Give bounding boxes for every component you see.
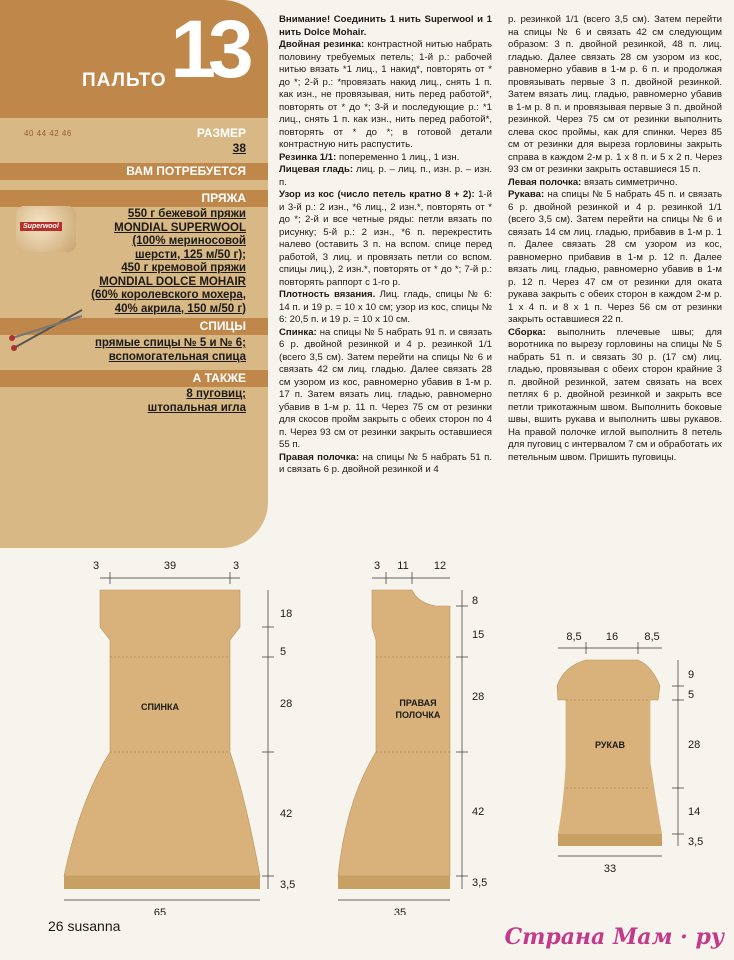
front-label: ПОЛОЧКА [395,710,441,720]
instructions-column-1 [279,14,492,477]
sleeve-top-dim: 8,5 [566,631,582,643]
paragraph-body: на спицы № 5 набрать 45 п. и связать 6 р. двойной резинкой и 4 р. резинкой 1/1 (всего 3,5 см). Затем перейти на спицы № 6 и связать 14 см лиц. гладью, прибавив в 1-м р. 1 п. Далее связать 28 см узором из кос, равномерно прибавив в 1-м р. 12 п. Далее вязать лиц. гладью, равномерно убавив в 1-м р. 12 п. Через 47 см от резинки для оката рукава закрыть с обеих сторон в каждом 2-м р. 1 х 4 п. и 8 х 1 п. Через 56 см от резинки закрыть оставшиеся 22 п. [508,189,722,325]
back-side-dim: 18 [280,608,293,620]
paragraph-body: Лиц. гладь, спицы № 6: 14 п. и 19 р. = 10 х 10 см; узор из кос, спицы № 6: 20,5 п. и 19 р. = 10 х 10 см. [279,289,492,325]
also-line: штопальная игла [147,401,246,414]
back-top-dim: 3 [92,560,100,572]
instruction-paragraph [279,452,492,477]
yarn-line: MONDIAL SUPERWOOL [114,221,246,234]
paragraph-heading: Правая полочка: [279,451,360,463]
back-top-dim: 39 [163,560,177,572]
paragraph-heading: Спинка: [279,326,317,338]
pattern-number: 13 [170,4,246,95]
yarn-line: 450 г кремовой пряжи [121,262,246,274]
instruction-paragraph [279,14,492,39]
needles-details [95,337,246,364]
knitting-needles-icon [8,300,88,352]
back-side-dim: 3,5 [280,879,296,891]
needles-heading: СПИЦЫ [199,319,246,333]
instruction-paragraph [279,189,492,289]
sleeve-side-dim: 5 [688,689,695,701]
front-side-dim: 15 [472,629,485,641]
front-top-dim: 3 [373,560,381,572]
front-rib-band [338,876,450,889]
front-side-dim: 3,5 [472,877,488,889]
instructions-column-2 [508,14,722,464]
yarn-line: 40% акрила, 150 м/50 г) [114,302,246,315]
paragraph-body: лиц. р. – лиц. п., изн. р. – изн. п. [279,164,492,188]
yarn-line: (100% мериносовой [132,235,246,247]
paragraph-body: попеременно 1 лиц., 1 изн. [336,151,460,163]
back-schematic [64,560,295,915]
also-line: 8 пуговиц; [186,388,246,400]
instruction-paragraph [508,189,722,327]
sleeve-side-dim: 9 [688,669,695,681]
sleeve-bottom-dim: 33 [603,863,617,875]
instruction-paragraph [279,289,492,327]
back-label: СПИНКА [141,702,179,712]
needs-heading: ВАМ ПОТРЕБУЕТСЯ [126,164,246,178]
paragraph-heading: Плотность вязания. [279,289,376,300]
sleeve-top-dim: 16 [605,631,619,643]
site-watermark: Страна Мам · ру [504,924,724,950]
paragraph-body: вязать симметрично. [581,176,678,188]
sleeve-label: РУКАВ [595,740,625,750]
paragraph-body: на спицы № 5 набрать 91 п. и связать 6 р. двойной резинкой и 4 р. резинкой 1/1 (всего 3,5 см). Затем перейти на спицы № 6 и связать 42 см лиц. гладью. Далее связать 28 см узором из кос, равномерно убавив в 1-м р. 17 п. Затем вязать лиц. гладью, равномерно убавив в 1-м р. 11 п. Через 75 см от резинки для скосов пройм закрыть с обеих сторон по 4 п. Через 93 см от резинки закрыть оставшиеся 55 п. [279,326,492,450]
paragraph-heading: Резинка 1/1: [279,151,337,163]
yarn-line: (60% королевского мохера, [91,289,246,301]
sleeve-rib-band [558,834,662,846]
sleeve-side-dim: 14 [688,806,701,818]
needles-line: вспомогательная спица [108,350,246,363]
paragraph-body: контрастной нитью набрать половину требуемых петель; 1-й р.: рабочей нитью вязать *1 лиц., 1 накид*, повторять от * до *; 2-й р.: *провязать накид лиц., снять 1 п. как изн., не провязывая, нить перед работой*, повторять от * до *; 3-й и последующие р.: *1 лиц., снять 1 п. как изн., нить перед работой*, повторять от * до *; в готовой детали контрастную нить распустить. [279,39,492,150]
front-label: ПРАВАЯ [399,698,437,708]
yarn-line: MONDIAL DOLCE MOHAIR [99,275,246,288]
needles-line: прямые спицы № 5 и № 6; [94,337,246,349]
back-bottom-dim: 65 [153,907,167,915]
yarn-details [91,208,246,316]
schematics [0,545,734,915]
sleeve-side-dim: 28 [688,739,701,751]
paragraph-heading: Сборка: [508,326,546,338]
back-side-dim: 42 [280,808,293,820]
instruction-paragraph [508,177,722,190]
size-heading: РАЗМЕР [196,126,246,140]
front-schematic [338,560,487,915]
sleeve-schematic [557,631,703,875]
paragraph-heading: Рукава: [508,189,545,200]
front-top-dim: 11 [397,560,409,572]
instruction-paragraph [279,327,492,452]
back-side-dim: 5 [280,646,287,658]
instruction-paragraph [279,164,492,189]
front-piece [338,590,450,876]
paragraph-body: выполнить плечевые швы; для воротника по вырезу горловины на спицы № 5 набрать 51 п. и связать 30 р. (17 см) лиц. гладью, провязывая с обеих сторон крайние 3 п. двойной резинкой, затем связать на всех петлях 6 р. двойной резинкой и закрыть все петли трикотажным швом. Выполнить боковые швы, вшить рукава и выполнить швы рукавов. На правой полочке иглой выполнить 8 петель для пуговиц с интервалом 7 см и обработать их петельным швом. Пришить пуговицы. [508,326,722,463]
yarn-line: шерсти, 125 м/50 г); [134,248,246,261]
back-top-dim: 3 [232,560,240,572]
yarn-line: 550 г бежевой пряжи [127,208,246,220]
front-top-dim: 12 [433,560,447,572]
instruction-paragraph [279,39,492,152]
also-heading: А ТАКЖЕ [192,371,246,385]
paragraph-heading: Левая полочка: [508,176,582,188]
yarn-heading: ПРЯЖА [201,191,246,205]
paragraph-body: 1-й и 3-й р.: 2 изн., *6 лиц., 2 изн.*, повторять от * до *; 2-й и все четные ряды: петли вязать по рисунку; 5-й р.: 2 изн., *6 п. перекрестить налево (оставить 3 п. на вспом. спице перед работой, 3 лиц. и провязать петли со вспом. спицы лиц.), 2 изн.*, повторять от * до *; 7-й р.: повторять раппорт с 1-го р. [279,189,492,288]
page-footer [48,918,120,934]
paragraph-heading: Лицевая гладь: [279,164,354,175]
garment-title: ПАЛЬТО [82,70,167,91]
back-rib-band [64,876,260,889]
size-scale: 40 44 42 46 [24,129,72,138]
sleeve-top-dim: 8,5 [644,631,660,643]
front-bottom-dim: 35 [393,907,407,915]
info-panel [0,0,268,548]
instruction-paragraph [508,14,722,177]
page-number: 26 [48,918,64,934]
paragraph-body: на спицы № 5 набрать 51 п. и связать 6 р. двойной резинкой и 4 [279,451,492,475]
front-side-dim: 42 [472,806,485,818]
instruction-paragraph [279,152,492,165]
sleeve-side-dim: 3,5 [688,836,704,848]
paragraph-heading: Внимание! Соединить 1 нить Superwool и 1 нить Dolce Mohair. [279,14,492,38]
yarn-brand-label: Superwool [20,222,62,231]
front-side-dim: 8 [472,595,479,607]
back-piece [64,590,260,876]
paragraph-heading: Узор из кос (число петель кратно 8 + 2): [279,189,475,200]
size-value: 38 [232,141,246,155]
paragraph-heading: Двойная резинка: [279,39,365,50]
instruction-paragraph [508,327,722,465]
front-side-dim: 28 [472,691,485,703]
paragraph-body: р. резинкой 1/1 (всего 3,5 см). Затем перейти на спицы № 6 и связать 42 см следующим образом: 3 п. двойной резинкой, 48 п. лиц. гладью. Далее связать 28 см узором из кос, равномерно убавив в 1-м р. 6 п. и продолжая провязывать первые 3 п. двойной резинкой. Затем вязать лиц. гладью, равномерно убавив в 1-м р. 8 п. и провязывая первые 3 п. двойной резинкой. Через 75 см от резинки выполнить слева скос проймы, как для спинки. Через 85 см от резинки для выреза горловины закрыть справа в каждом 2-м р. 1 х 8 п. и 5 х 2 п. Через 93 см от резинки закрыть оставшиеся 15 п. [508,14,722,175]
magazine-name: susanna [67,918,121,934]
back-side-dim: 28 [280,698,293,710]
also-details [148,388,246,415]
